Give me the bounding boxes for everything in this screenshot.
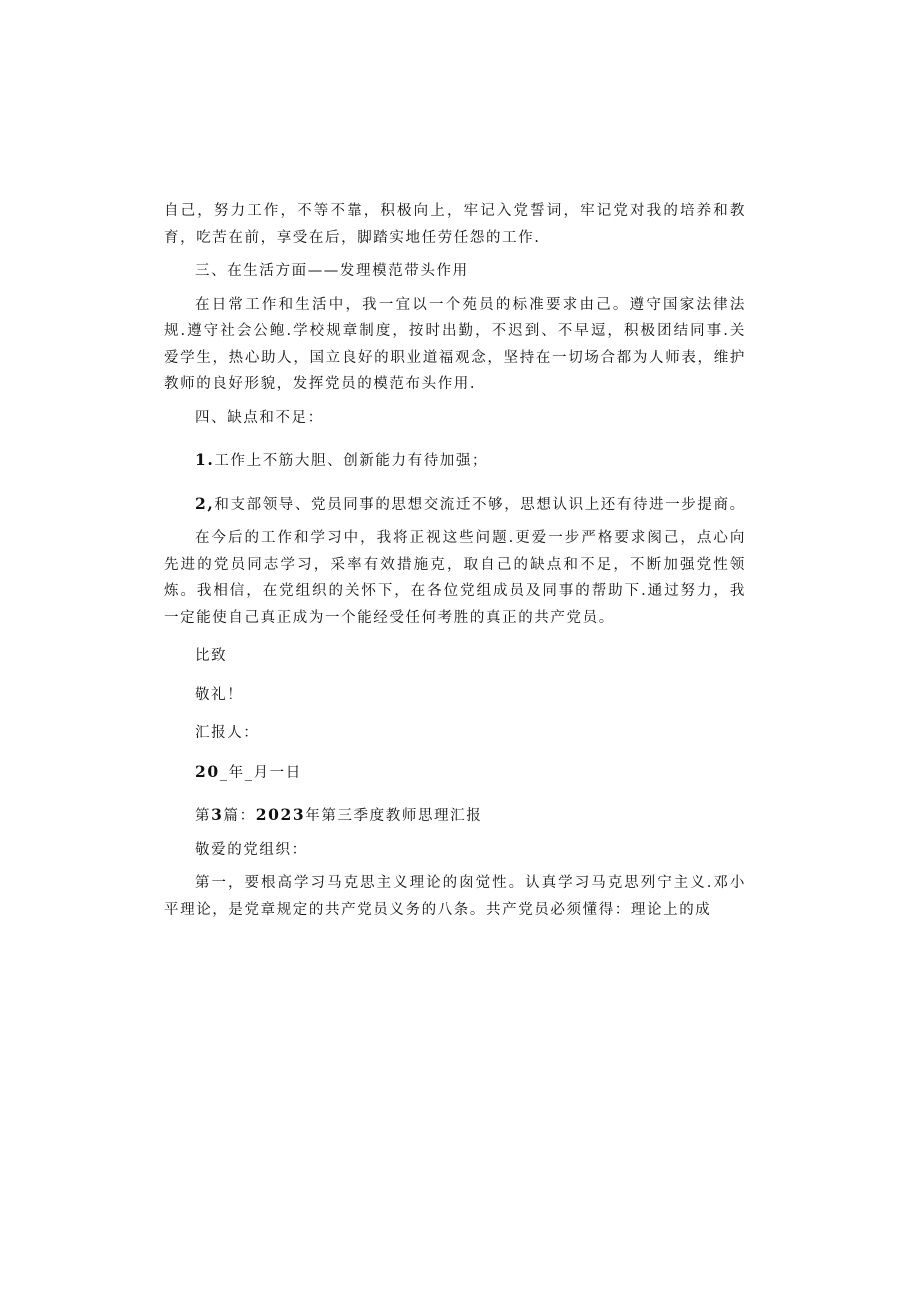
item-number: 2, [195,493,215,513]
article-3-title [164,802,746,830]
item-text: 工作上不筋大胆、创新能力有待加强； [214,453,489,469]
date-year: 20 [195,761,220,781]
shortcoming-item-1 [164,447,746,475]
item-number: 1. [195,450,215,469]
item-text: 和支部领导、党员同事的思想交流迁不够，思想认识上还有待进一步提商。 [214,496,746,513]
title-number: 3 [211,805,224,824]
salutation: 敬爱的党组织： [195,841,308,858]
salute-line: 敬礼！ [195,686,244,703]
paragraph-daily-life: 在日常工作和生活中，我一宜以一个苑员的标准要求由己。遵守国家法律法规.遵守社会公鲍.学校规章制度，按时出勤，不迟到、不早逗，积极团结同事.关爱学生，热心助人，国立良好的职业道福观念，坚持在一切场合都为人师表，维护教师的良好形貌，发挥党员的模范布头作用. [164,296,746,392]
title-colon: 篇： [223,808,256,824]
shortcoming-item-2 [164,491,746,519]
paragraph-theory-study: 第一，要根高学习马克思主义理论的囱觉性。认真学习马克思列宁主义.邓小平理论，是党章规定的共产党员义务的八条。共产党员必须懂得：理论上的成 [164,875,746,918]
document-body [164,198,746,923]
paragraph-future-plan: 在今后的工作和学习中，我将正视这些问题.更爱一步严格要求阂己，点心向先进的党员同志学习，采率有效措施克，取自己的缺点和不足，不断加强党性领炼。我相信，在党组织的关怀下，在各位党组成员及同事的帮助下.通过努力，我一定能使自己真正成为一个能经受任何考胜的真正的共产党员。 [164,530,746,626]
reporter-line: 汇报人： [195,725,260,741]
date-line [164,759,746,787]
title-text: 年第三季度教师思理汇报 [305,808,483,824]
date-rest: _年_月一日 [219,764,302,781]
title-year: 2023 [255,805,306,824]
title-prefix: 第 [195,808,212,824]
closing-line: 比致 [195,648,228,664]
section-heading-life: 三、在生活方面——发理模范带头作用 [195,263,469,279]
paragraph-work-attitude: 自己，努力工作，不等不靠，积极向上，牢记入党誓词，牢记党对我的培养和教育，吃苦在前，享受在后，脚踏实地任劳任怨的工作. [164,203,746,246]
section-heading-shortcomings: 四、缺点和不足： [195,409,324,426]
